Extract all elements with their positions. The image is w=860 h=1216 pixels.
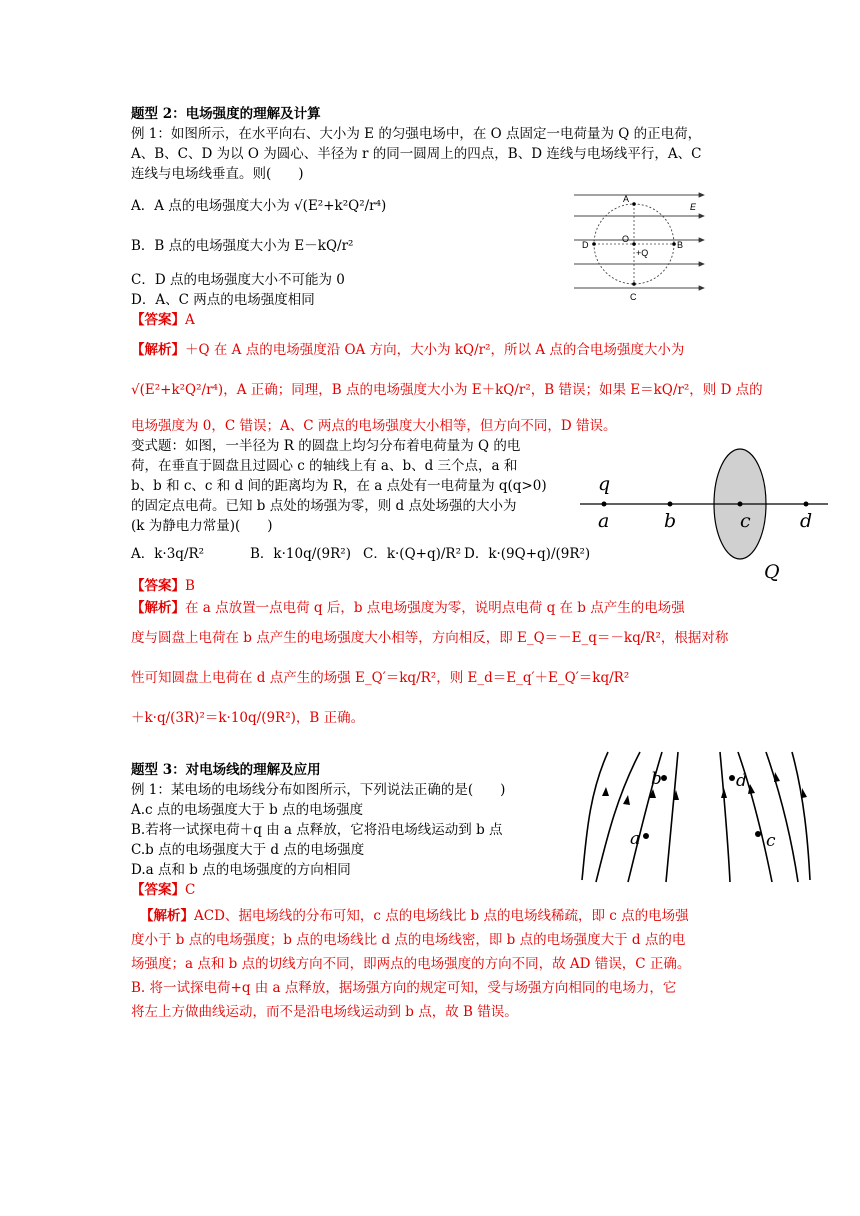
point-o [632,242,636,246]
var-stem-line5: (k 为静电力常量)( ) [131,518,273,534]
ex1-stem-line1: 例 1：如图所示，在水平向右、大小为 E 的匀强电场中，在 O 点固定一电荷量为 Q 的正电荷， [131,126,702,142]
var-stem-line1 [131,436,520,456]
ex1-stem-line3: 连线与电场线垂直。则( ) [131,166,304,182]
answer-value: A [185,312,195,328]
s3-analysis-line5: 将左上方做曲线运动，而不是沿电场线运动到 b 点，故 B 错误。 [131,1004,518,1020]
point-b [661,775,667,781]
var-analysis-line4: ＋k·q/(3R)²＝k·10q/(9R²)，B 正确。 [131,710,365,726]
var-answer [131,576,195,596]
answer-tag: 【答案】 [131,578,185,594]
var-option-c: C．k·(Q+q)/R² [363,546,461,562]
label-disc-q: Q [764,561,780,583]
ex1-option-b: B．B 点的电场强度大小为 E－kQ/r² [131,238,354,254]
var-stem-text1: 变式题：如图，一半径为 R 的圆盘上均匀分布着电荷量为 Q 的电 [131,438,521,454]
s3-analysis-line1 [140,906,689,926]
curved-field-lines [582,752,810,882]
var-stem-line3: b、b 和 c、c 和 d 间的距离均为 R，在 a 点处有一电荷量为 q(q>0) [131,478,547,494]
label-a: A [623,194,630,204]
label-d: d [800,510,813,532]
point-c [755,831,761,837]
arrowheads [602,772,807,805]
var-analysis-line3: 性可知圆盘上电荷在 d 点产生的场强 E_Q′＝kq/R²，则 E_d＝E_q′＋E_Q′＝kq/R² [131,670,630,686]
var-option-a: A．k·3q/R² [131,546,205,562]
label-o: O [622,234,630,244]
point-a [632,202,636,206]
point-a [602,502,607,507]
section-title-2: 题型 2：电场强度的理解及计算 [131,106,321,122]
ex1-stem-line2: A、B、C、D 为以 O 为圆心、半径为 r 的同一圆周上的四点，B、D 连线与电场线平行，A、C [131,146,702,162]
s3-option-d: D.a 点和 b 点的电场强度的方向相同 [131,862,351,878]
label-q: q [598,473,611,495]
answer-tag: 【答案】 [131,312,185,328]
analysis-text: ＋Q 在 A 点的电场强度沿 OA 方向，大小为 kQ/r²，所以 A 点的合电场强度大小为 [185,342,685,358]
var-analysis-line1 [131,598,685,618]
section-title-3: 题型 3：对电场线的理解及应用 [131,762,321,778]
field-lines-figure [578,746,812,884]
analysis-tag: 【解析】 [131,600,185,616]
s3-option-b: B.若将一试探电荷＋q 由 a 点释放，它将沿电场线运动到 b 点 [131,822,503,838]
label-c: c [766,831,776,851]
var-stem-line4: 的固定点电荷。已知 b 点处的场强为零，则 d 点处场强的大小为 [131,498,517,514]
field-circle-figure [566,188,716,306]
var-option-d: D．k·(9Q+q)/(9R²) [464,546,591,562]
ex1-option-c: C．D 点的电场强度大小不可能为 0 [131,272,345,288]
point-d [804,502,809,507]
point-b [672,242,676,246]
label-b: B [677,240,684,250]
answer-value: B [185,578,195,594]
ex1-analysis-line3: 电场强度为 0，C 错误；A、C 两点的电场强度大小相等，但方向不同，D 错误。 [131,418,617,434]
var-option-b: B．k·10q/(9R²) [250,546,351,562]
analysis-tag: 【解析】 [140,908,194,924]
s3-option-a: A.c 点的电场强度大于 b 点的电场强度 [131,802,364,818]
ex1-analysis-line2: √(E²+k²Q²/r⁴)，A 正确；同理，B 点的电场强度大小为 E＋kQ/r²，B 错误；如果 E＝kQ/r²，则 D 点的 [131,382,763,398]
answer-value: C [185,882,196,898]
analysis-text: 在 a 点放置一点电荷 q 后，b 点电场强度为零，说明点电荷 q 在 b 点产生的电场强 [185,600,685,616]
label-b: b [664,510,677,532]
point-a [643,833,649,839]
point-c [632,282,636,286]
ex1-answer [131,310,195,330]
s3-analysis-line4: B. 将一试探电荷+q 由 a 点释放，据场强方向的规定可知，受与场强方向相同的电场力，它 [131,980,677,996]
label-a: a [630,829,641,849]
label-b: b [651,769,662,789]
s3-option-c: C.b 点的电场强度大于 d 点的电场强度 [131,842,365,858]
analysis-tag: 【解析】 [131,342,185,358]
s3-stem-line1: 例 1：某电场的电场线分布如图所示，下列说法正确的是( ) [131,782,506,798]
analysis-text: ACD、据电场线的分布可知，c 点的电场线比 b 点的电场线稀疏，即 c 点的电场强 [194,908,689,924]
label-c: c [740,510,751,532]
label-q: +Q [636,248,649,258]
point-b [668,502,673,507]
point-d [729,775,735,781]
point-c [738,502,743,507]
s3-analysis-line2: 度小于 b 点的电场强度；b 点的电场线比 d 点的电场线密，即 b 点的电场强度大于 d 点的电 [131,932,686,948]
label-c: C [630,292,637,302]
label-d: D [582,240,589,250]
label-d: d [736,771,747,791]
ex1-option-d: D．A、C 两点的电场强度相同 [131,292,315,308]
label-e: E [690,202,697,212]
s3-analysis-line3: 场强度；a 点和 b 点的切线方向不同，即两点的电场强度的方向不同，故 AD 错误，C 正确。 [131,956,691,972]
ex1-analysis-line1 [131,340,684,360]
ex1-option-a: A．A 点的电场强度大小为 √(E²+k²Q²/r⁴) [131,198,387,214]
var-analysis-line2: 度与圆盘上电荷在 b 点产生的电场强度大小相等，方向相反，即 E_Q＝－E_q＝－kq/R²，根据对称 [131,630,729,646]
s3-answer [131,880,195,900]
answer-tag: 【答案】 [131,882,185,898]
point-d [592,242,596,246]
var-stem-line2: 荷，在垂直于圆盘且过圆心 c 的轴线上有 a、b、d 三个点，a 和 [131,458,518,474]
label-a: a [598,510,610,532]
disc-axis-figure [574,448,832,588]
field-lines [574,195,704,288]
